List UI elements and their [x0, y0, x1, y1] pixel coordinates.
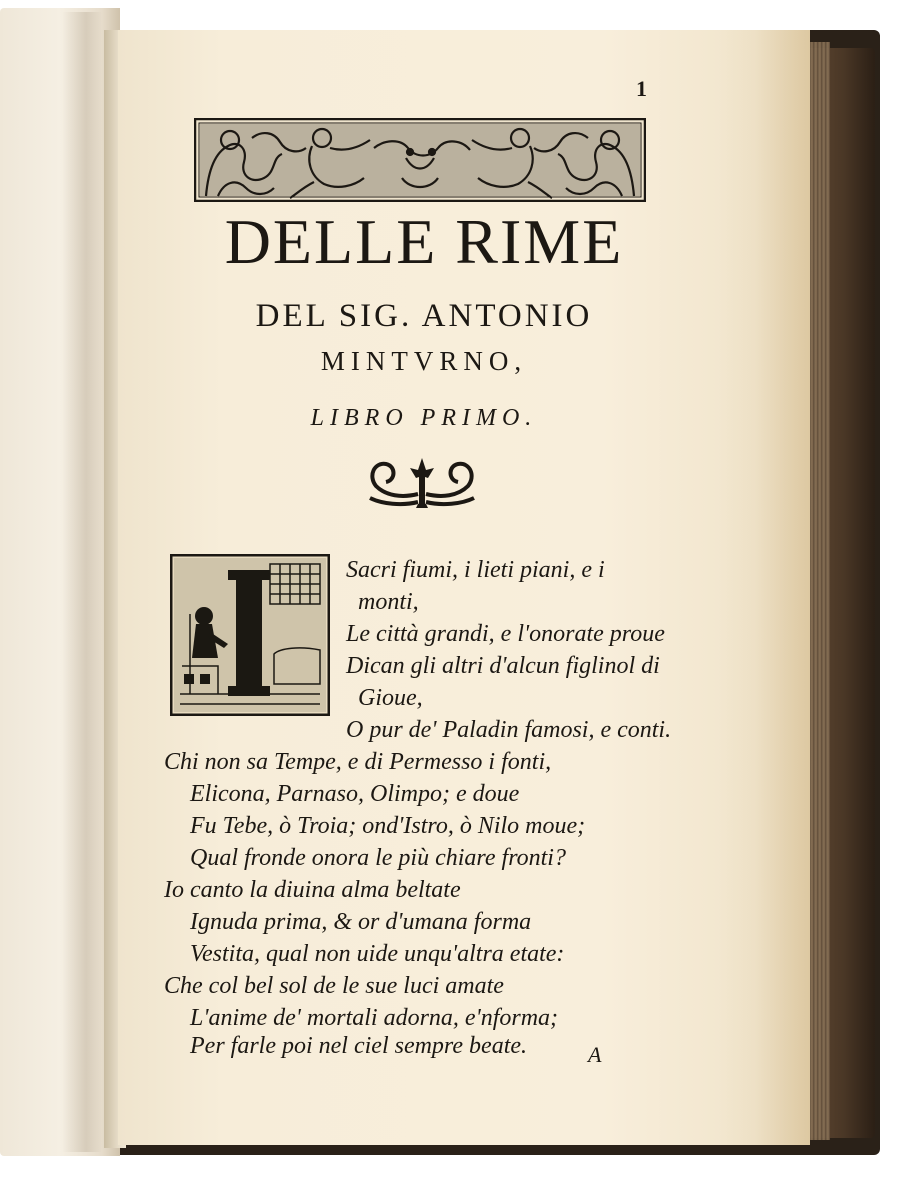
poem-line-7: Chi non sa Tempe, e di Permesso i fonti,	[164, 749, 552, 775]
poem-line-12: Ignuda prima, & or d'umana forma	[190, 909, 532, 935]
poem-line-13: Vestita, qual non uide unqu'altra etate:	[190, 941, 565, 967]
author-line-2: MINTVRNO,	[320, 346, 528, 376]
page-title: DELLE RIME	[224, 206, 624, 277]
woodcut-headpiece-icon	[194, 118, 646, 202]
poem-line-6: O pur de' Paladin famosi, e conti.	[346, 717, 672, 743]
poem-line-15: L'anime de' mortali adorna, e'nforma;	[190, 1005, 559, 1031]
poem-line-8: Elicona, Parnaso, Olimpo; e doue	[190, 781, 520, 807]
poem-line-14: Che col bel sol de le sue luci amate	[164, 973, 504, 999]
page-edge-stain	[718, 30, 810, 1145]
poem-line-2: monti,	[358, 589, 419, 615]
poem-line-5: Gioue,	[358, 685, 423, 711]
page-number: 1	[636, 76, 647, 101]
poem-line-16: Per farle poi nel ciel sempre beate.	[190, 1033, 528, 1059]
poem-line-9: Fu Tebe, ò Troia; ond'Istro, ò Nilo moue;	[190, 813, 586, 839]
fleuron-ornament-icon	[362, 454, 482, 510]
poem-line-10: Qual fronde onora le più chiare fronti?	[190, 845, 566, 871]
catchword: A	[588, 1042, 602, 1067]
poem-line-1: Sacri fiumi, i lieti piani, e i	[346, 557, 605, 583]
book-page	[118, 30, 810, 1145]
poem-line-3: Le città grandi, e l'onorate proue	[346, 621, 665, 647]
poem-line-11: Io canto la diuina alma beltate	[164, 877, 461, 903]
left-page	[0, 8, 120, 1156]
poem-line-4: Dican gli altri d'alcun figlinol di	[346, 653, 660, 679]
book-section-title: LIBRO PRIMO.	[310, 405, 538, 431]
woodcut-initial-I-icon	[170, 554, 330, 716]
author-line-1: DEL SIG. ANTONIO	[255, 298, 593, 334]
left-page-fold	[62, 12, 102, 1152]
